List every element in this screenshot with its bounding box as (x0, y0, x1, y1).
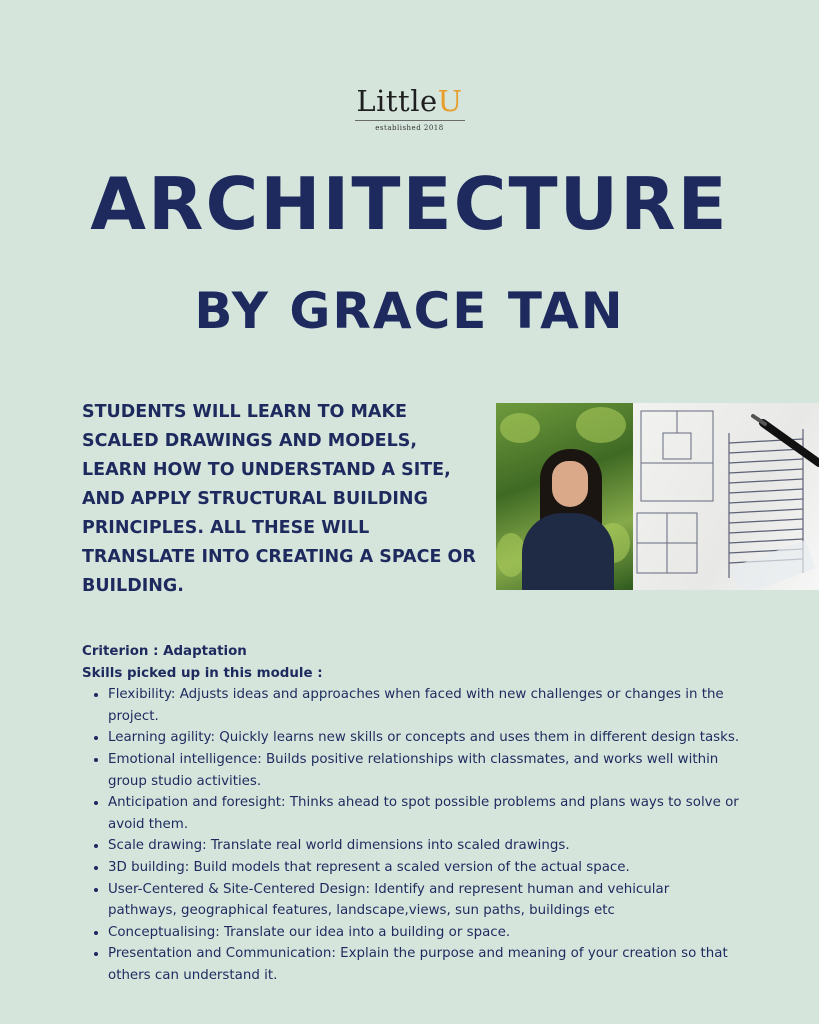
list-item: • Conceptualising: Translate our idea into a building or space. (108, 922, 742, 944)
logo (0, 84, 819, 132)
list-item: • Presentation and Communication: Explain the purpose and meaning of your creation so that others can understand it. (108, 943, 742, 986)
course-description: STUDENTS WILL LEARN TO MAKE SCALED DRAWINGS AND MODELS, LEARN HOW TO UNDERSTAND A SITE, AND APPLY STRUCTURAL BUILDING PRINCIPLES. ALL THESE WILL TRANSLATE INTO CREATING A SPACE OR BUILDING. (82, 402, 476, 596)
list-item: • Flexibility: Adjusts ideas and approaches when faced with new challenges or changes in the project. (108, 684, 742, 727)
logo-divider (355, 120, 465, 121)
list-item: • Anticipation and foresight: Thinks ahead to spot possible problems and plans ways to solve or avoid them. (108, 792, 742, 835)
instructor-photo (496, 403, 633, 590)
blueprint-photo (633, 403, 819, 590)
list-item: • User-Centered & Site-Centered Design: Identify and represent human and vehicular pathways, geographical features, landscape,views, sun paths, buildings etc (108, 879, 742, 922)
skills-section (82, 641, 742, 987)
logo-main: Little (356, 84, 438, 118)
page-subtitle: BY GRACE TAN (194, 282, 625, 340)
person-body (522, 513, 614, 590)
hero-photo (496, 403, 819, 590)
logo-wordmark (0, 84, 819, 118)
logo-accent: U (437, 84, 463, 118)
logo-tagline: established 2018 (375, 124, 444, 132)
list-item: • Emotional intelligence: Builds positive relationships with classmates, and works well within group studio activities. (108, 749, 742, 792)
list-item: • Learning agility: Quickly learns new skills or concepts and uses them in different design tasks. (108, 727, 742, 749)
skills-heading: Skills picked up in this module : (82, 665, 323, 681)
blueprint-drawing (633, 403, 819, 590)
list-item: • Scale drawing: Translate real world dimensions into scaled drawings. (108, 835, 742, 857)
criterion-label: Criterion : Adaptation (82, 644, 247, 659)
list-item: • 3D building: Build models that represent a scaled version of the actual space. (108, 857, 742, 879)
person-face (552, 461, 588, 507)
pen-icon (753, 416, 819, 463)
skills-list (82, 684, 742, 986)
page-title: ARCHITECTURE (90, 162, 729, 246)
